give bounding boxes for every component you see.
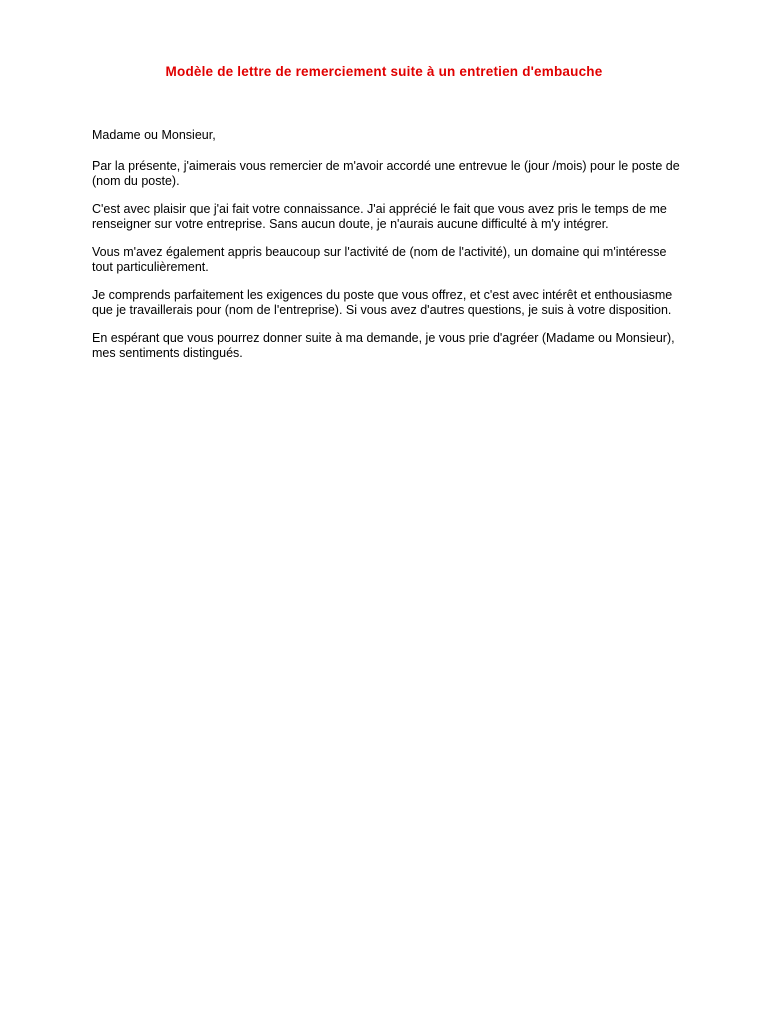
letter-paragraph: Par la présente, j'aimerais vous remercier de m'avoir accordé une entrevue le (jour /mois) pour le poste de (nom du poste).	[92, 159, 680, 188]
letter-paragraph: Je comprends parfaitement les exigences du poste que vous offrez, et c'est avec intérêt et enthousiasme que je travaillerais pour (nom de l'entreprise). Si vous avez d'autres questions, je suis à votre disposition.	[92, 288, 673, 317]
letter-body	[92, 128, 682, 374]
letter-greeting: Madame ou Monsieur,	[92, 128, 216, 142]
letter-paragraph: En espérant que vous pourrez donner suite à ma demande, je vous prie d'agréer (Madame ou Monsieur), mes sentiments distingués.	[92, 331, 675, 360]
letter-paragraph: C'est avec plaisir que j'ai fait votre connaissance. J'ai apprécié le fait que vous avez pris le temps de me renseigner sur votre entreprise. Sans aucun doute, je n'aurais aucune difficulté à m'y intégrer.	[92, 202, 667, 231]
document-title: Modèle de lettre de remerciement suite à un entretien d'embauche	[165, 64, 603, 79]
letter-paragraph: Vous m'avez également appris beaucoup sur l'activité de (nom de l'activité), un domaine qui m'intéresse tout particulièrement.	[92, 245, 667, 274]
